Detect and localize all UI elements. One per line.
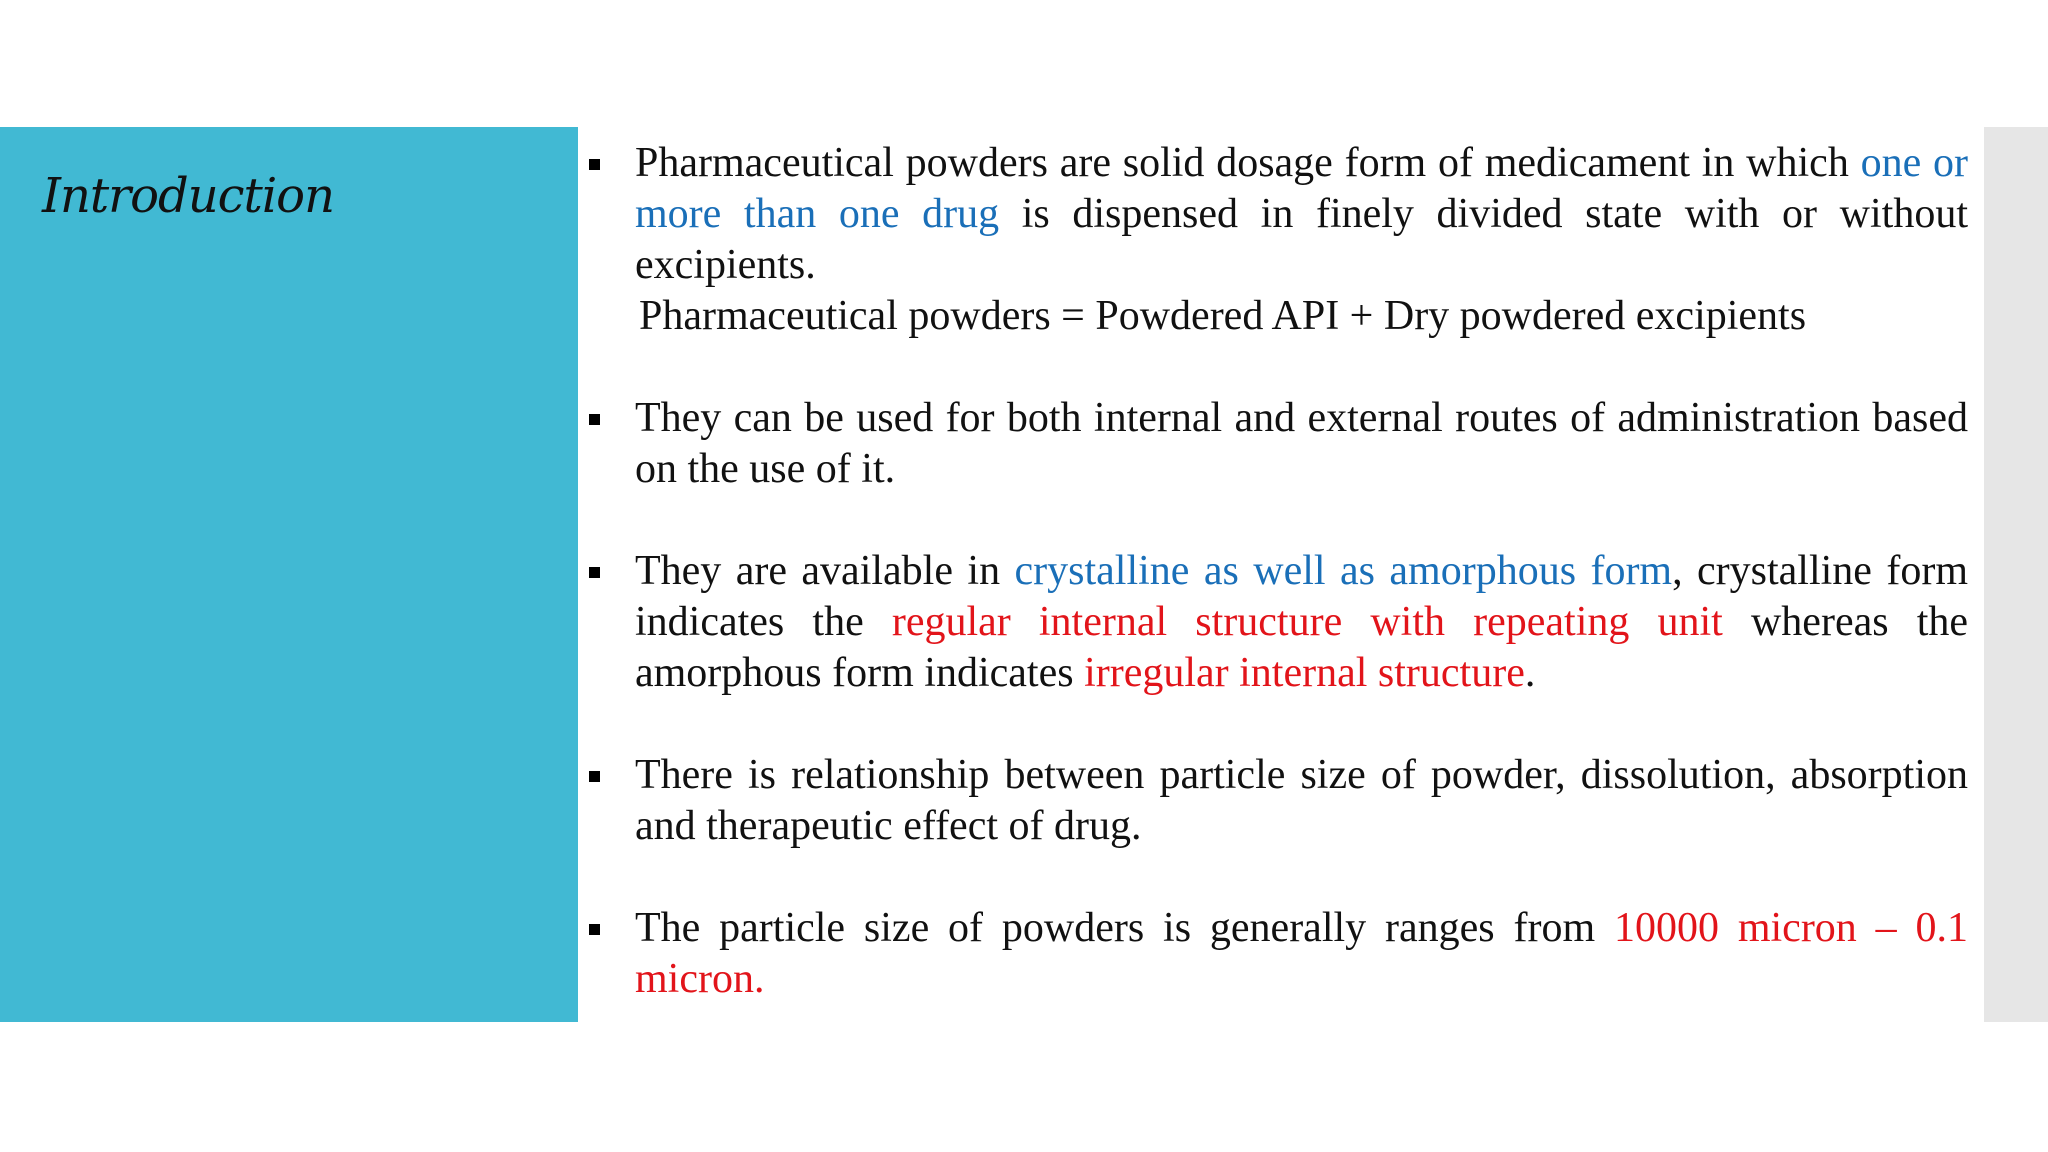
square-bullet-icon [589,771,600,782]
highlight-red: regular internal structure with repeating unit [891,599,1723,645]
bullet-list [582,138,1968,1005]
highlight-red: 10000 micron – 0.1 micron. [635,905,1969,1002]
bullet-text: They can be used for both internal and external routes of administration based on the use of it. [635,395,1968,492]
highlight-blue: one or more than one drug [635,140,1968,237]
bullet-text: whereas the amorphous form indicates [635,599,1968,696]
bullet-text: , crystalline form indicates the [635,548,1969,645]
bullet-item-routes [582,393,1968,495]
bullet-text: . [1524,650,1536,696]
bullet-text: is dispensed in finely divided state with or without excipients. [635,191,1968,288]
bullet-text: The particle size of powders is generally ranges from [635,905,1614,951]
bullet-item-relationship [582,750,1968,852]
slide-title: Introduction [42,168,334,224]
equation-line: Pharmaceutical powders = Powdered API + Dry powdered excipients [639,293,1807,339]
bullet-item-forms [582,546,1968,699]
square-bullet-icon [589,159,600,170]
bullet-item-definition [582,138,1968,342]
title-panel [0,127,578,1022]
highlight-red: irregular internal structure [1084,650,1525,696]
square-bullet-icon [589,924,600,935]
right-side-strip [1984,127,2048,1022]
square-bullet-icon [589,567,600,578]
highlight-blue: crystalline as well as amorphous form [1014,548,1673,594]
bullet-item-particle-size [582,903,1968,1005]
bullet-text: Pharmaceutical powders are solid dosage form of medicament in which [635,140,1861,186]
bullet-text: There is relationship between particle size of powder, dissolution, absorption and therapeutic effect of drug. [635,752,1968,849]
bullet-text: They are available in [635,548,1015,594]
square-bullet-icon [589,414,600,425]
